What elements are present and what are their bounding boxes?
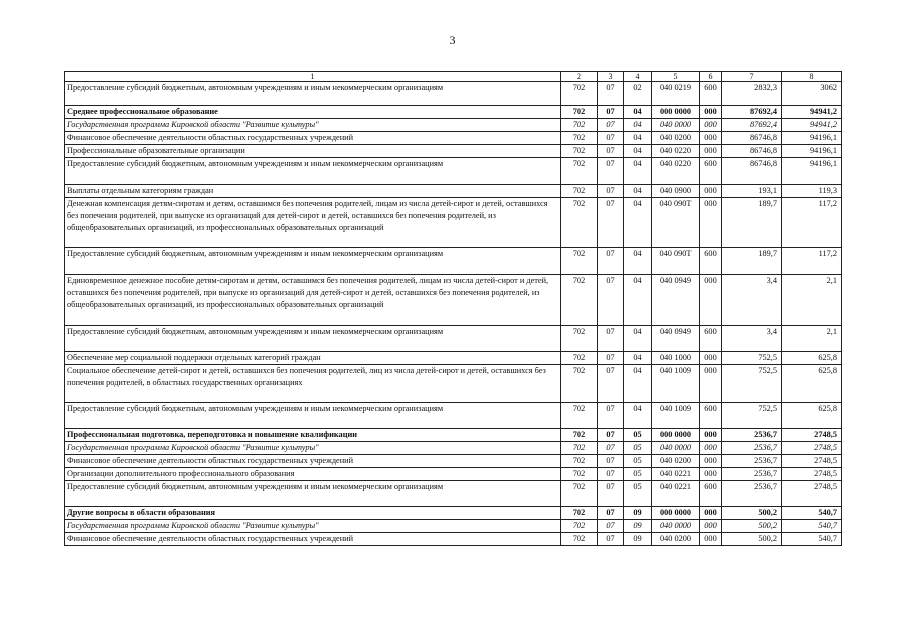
section-cell: 07 <box>598 481 624 507</box>
table-row <box>65 275 842 326</box>
subsection-cell: 04 <box>624 158 652 185</box>
amount-cell: 119,3 <box>782 185 842 198</box>
amount-cell: 117,2 <box>782 198 842 248</box>
code-cell: 702 <box>561 352 598 365</box>
row-name-cell: Среднее профессиональное образование <box>65 106 561 119</box>
row-name-cell: Профессиональная подготовка, переподготовка и повышение квалификации <box>65 429 561 442</box>
code-cell: 702 <box>561 455 598 468</box>
section-cell: 07 <box>598 326 624 352</box>
table-header-row <box>65 72 842 82</box>
code-cell: 702 <box>561 82 598 106</box>
column-header: 3 <box>598 72 624 82</box>
amount-cell: 94196,1 <box>782 145 842 158</box>
table-row <box>65 185 842 198</box>
table-row <box>65 132 842 145</box>
amount-cell: 3,4 <box>722 275 782 326</box>
amount-cell: 500,2 <box>722 520 782 533</box>
table-row <box>65 533 842 546</box>
table-row <box>65 352 842 365</box>
subsection-cell: 04 <box>624 352 652 365</box>
column-header: 4 <box>624 72 652 82</box>
row-name-cell: Финансовое обеспечение деятельности областных государственных учреждений <box>65 455 561 468</box>
table-row <box>65 481 842 507</box>
target-article-cell: 000 0000 <box>652 106 700 119</box>
row-name-cell: Предоставление субсидий бюджетным, автономным учреждениям и иным некоммерческим организациям <box>65 403 561 429</box>
code-cell: 702 <box>561 145 598 158</box>
column-header: 6 <box>700 72 722 82</box>
row-name-cell: Другие вопросы в области образования <box>65 507 561 520</box>
code-cell: 702 <box>561 481 598 507</box>
expense-type-cell: 000 <box>700 468 722 481</box>
target-article-cell: 040 0000 <box>652 442 700 455</box>
table-row <box>65 365 842 403</box>
amount-cell: 2,1 <box>782 275 842 326</box>
amount-cell: 2536,7 <box>722 442 782 455</box>
section-cell: 07 <box>598 365 624 403</box>
section-cell: 07 <box>598 198 624 248</box>
table-row <box>65 507 842 520</box>
code-cell: 702 <box>561 442 598 455</box>
subsection-cell: 04 <box>624 145 652 158</box>
amount-cell: 2536,7 <box>722 429 782 442</box>
section-cell: 07 <box>598 132 624 145</box>
section-cell: 07 <box>598 403 624 429</box>
subsection-cell: 04 <box>624 185 652 198</box>
subsection-cell: 04 <box>624 119 652 132</box>
subsection-cell: 04 <box>624 403 652 429</box>
amount-cell: 86746,8 <box>722 145 782 158</box>
target-article-cell: 000 0000 <box>652 507 700 520</box>
amount-cell: 625,8 <box>782 352 842 365</box>
target-article-cell: 040 0219 <box>652 82 700 106</box>
code-cell: 702 <box>561 198 598 248</box>
target-article-cell: 040 090Т <box>652 198 700 248</box>
table-row <box>65 248 842 275</box>
subsection-cell: 04 <box>624 132 652 145</box>
table-row <box>65 145 842 158</box>
amount-cell: 87692,4 <box>722 106 782 119</box>
amount-cell: 2748,5 <box>782 455 842 468</box>
row-name-cell: Государственная программа Кировской области "Развитие культуры" <box>65 119 561 132</box>
page-number: 3 <box>449 33 456 47</box>
target-article-cell: 040 0949 <box>652 275 700 326</box>
column-header: 2 <box>561 72 598 82</box>
column-header: 5 <box>652 72 700 82</box>
table-row <box>65 520 842 533</box>
expense-type-cell: 600 <box>700 158 722 185</box>
amount-cell: 94196,1 <box>782 158 842 185</box>
expense-type-cell: 000 <box>700 275 722 326</box>
code-cell: 702 <box>561 507 598 520</box>
row-name-cell: Предоставление субсидий бюджетным, автономным учреждениям и иным некоммерческим организациям <box>65 82 561 106</box>
row-name-cell: Предоставление субсидий бюджетным, автономным учреждениям и иным некоммерческим организациям <box>65 481 561 507</box>
row-name-cell: Социальное обеспечение детей-сирот и детей, оставшихся без попечения родителей, лиц из числа детей-сирот и детей, оставшихся без попечения родителей, в областных государственных организациях <box>65 365 561 403</box>
target-article-cell: 040 0949 <box>652 326 700 352</box>
section-cell: 07 <box>598 455 624 468</box>
amount-cell: 2536,7 <box>722 468 782 481</box>
amount-cell: 2748,5 <box>782 481 842 507</box>
subsection-cell: 05 <box>624 442 652 455</box>
section-cell: 07 <box>598 533 624 546</box>
subsection-cell: 05 <box>624 455 652 468</box>
target-article-cell: 040 0221 <box>652 468 700 481</box>
row-name-cell: Выплаты отдельным категориям граждан <box>65 185 561 198</box>
table-row <box>65 106 842 119</box>
target-article-cell: 040 0220 <box>652 145 700 158</box>
expense-type-cell: 000 <box>700 442 722 455</box>
row-name-cell: Государственная программа Кировской области "Развитие культуры" <box>65 520 561 533</box>
table-row <box>65 119 842 132</box>
amount-cell: 2536,7 <box>722 455 782 468</box>
expense-type-cell: 600 <box>700 326 722 352</box>
row-name-cell: Профессиональные образовательные организации <box>65 145 561 158</box>
amount-cell: 752,5 <box>722 403 782 429</box>
expense-type-cell: 600 <box>700 248 722 275</box>
amount-cell: 94196,1 <box>782 132 842 145</box>
row-name-cell: Предоставление субсидий бюджетным, автономным учреждениям и иным некоммерческим организациям <box>65 248 561 275</box>
target-article-cell: 040 0220 <box>652 158 700 185</box>
subsection-cell: 04 <box>624 198 652 248</box>
expense-type-cell: 000 <box>700 520 722 533</box>
table-row <box>65 403 842 429</box>
amount-cell: 193,1 <box>722 185 782 198</box>
table-body <box>65 82 842 546</box>
table-row <box>65 198 842 248</box>
target-article-cell: 040 0900 <box>652 185 700 198</box>
section-cell: 07 <box>598 82 624 106</box>
amount-cell: 500,2 <box>722 533 782 546</box>
amount-cell: 3,4 <box>722 326 782 352</box>
amount-cell: 2832,3 <box>722 82 782 106</box>
column-header: 8 <box>782 72 842 82</box>
expense-type-cell: 600 <box>700 481 722 507</box>
row-name-cell: Обеспечение мер социальной поддержки отдельных категорий граждан <box>65 352 561 365</box>
expense-type-cell: 600 <box>700 403 722 429</box>
section-cell: 07 <box>598 185 624 198</box>
code-cell: 702 <box>561 248 598 275</box>
amount-cell: 2748,5 <box>782 442 842 455</box>
amount-cell: 540,7 <box>782 520 842 533</box>
amount-cell: 625,8 <box>782 365 842 403</box>
section-cell: 07 <box>598 507 624 520</box>
amount-cell: 189,7 <box>722 198 782 248</box>
target-article-cell: 040 0000 <box>652 520 700 533</box>
subsection-cell: 04 <box>624 248 652 275</box>
row-name-cell: Финансовое обеспечение деятельности областных государственных учреждений <box>65 533 561 546</box>
amount-cell: 3062 <box>782 82 842 106</box>
target-article-cell: 000 0000 <box>652 429 700 442</box>
section-cell: 07 <box>598 158 624 185</box>
amount-cell: 752,5 <box>722 352 782 365</box>
section-cell: 07 <box>598 352 624 365</box>
section-cell: 07 <box>598 248 624 275</box>
code-cell: 702 <box>561 275 598 326</box>
expense-type-cell: 000 <box>700 455 722 468</box>
code-cell: 702 <box>561 132 598 145</box>
amount-cell: 500,2 <box>722 507 782 520</box>
expense-type-cell: 000 <box>700 119 722 132</box>
subsection-cell: 02 <box>624 82 652 106</box>
row-name-cell: Финансовое обеспечение деятельности областных государственных учреждений <box>65 132 561 145</box>
expense-type-cell: 000 <box>700 507 722 520</box>
amount-cell: 2,1 <box>782 326 842 352</box>
amount-cell: 2536,7 <box>722 481 782 507</box>
subsection-cell: 09 <box>624 507 652 520</box>
budget-table <box>64 71 842 546</box>
subsection-cell: 04 <box>624 275 652 326</box>
subsection-cell: 05 <box>624 468 652 481</box>
subsection-cell: 09 <box>624 533 652 546</box>
row-name-cell: Предоставление субсидий бюджетным, автономным учреждениям и иным некоммерческим организациям <box>65 158 561 185</box>
section-cell: 07 <box>598 429 624 442</box>
column-header: 1 <box>65 72 561 82</box>
code-cell: 702 <box>561 520 598 533</box>
row-name-cell: Предоставление субсидий бюджетным, автономным учреждениям и иным некоммерческим организациям <box>65 326 561 352</box>
target-article-cell: 040 0000 <box>652 119 700 132</box>
expense-type-cell: 000 <box>700 533 722 546</box>
section-cell: 07 <box>598 468 624 481</box>
code-cell: 702 <box>561 106 598 119</box>
code-cell: 702 <box>561 533 598 546</box>
subsection-cell: 05 <box>624 429 652 442</box>
table-row <box>65 429 842 442</box>
section-cell: 07 <box>598 520 624 533</box>
code-cell: 702 <box>561 119 598 132</box>
section-cell: 07 <box>598 442 624 455</box>
target-article-cell: 040 0200 <box>652 132 700 145</box>
section-cell: 07 <box>598 106 624 119</box>
target-article-cell: 040 1009 <box>652 365 700 403</box>
table-row <box>65 326 842 352</box>
code-cell: 702 <box>561 185 598 198</box>
target-article-cell: 040 1000 <box>652 352 700 365</box>
expense-type-cell: 000 <box>700 352 722 365</box>
amount-cell: 94941,2 <box>782 119 842 132</box>
subsection-cell: 04 <box>624 365 652 403</box>
code-cell: 702 <box>561 429 598 442</box>
expense-type-cell: 600 <box>700 82 722 106</box>
amount-cell: 94941,2 <box>782 106 842 119</box>
row-name-cell: Организации дополнительного профессионального образования <box>65 468 561 481</box>
target-article-cell: 040 090Т <box>652 248 700 275</box>
target-article-cell: 040 0200 <box>652 533 700 546</box>
code-cell: 702 <box>561 326 598 352</box>
subsection-cell: 05 <box>624 481 652 507</box>
subsection-cell: 09 <box>624 520 652 533</box>
subsection-cell: 04 <box>624 326 652 352</box>
row-name-cell: Единовременное денежное пособие детям-сиротам и детям, оставшимся без попечения родителей, лицам из числа детей-сирот и детей, оставшихся без попечения родителей, при выпуске из организаций для детей-сирот и детей, оставшихся без попечения родителей, из общеобразовательных организаций, из профессиональных образовательных организаций <box>65 275 561 326</box>
expense-type-cell: 000 <box>700 185 722 198</box>
table-row <box>65 455 842 468</box>
amount-cell: 752,5 <box>722 365 782 403</box>
section-cell: 07 <box>598 145 624 158</box>
amount-cell: 117,2 <box>782 248 842 275</box>
table-row <box>65 468 842 481</box>
expense-type-cell: 000 <box>700 145 722 158</box>
column-header: 7 <box>722 72 782 82</box>
expense-type-cell: 000 <box>700 132 722 145</box>
code-cell: 702 <box>561 403 598 429</box>
subsection-cell: 04 <box>624 106 652 119</box>
amount-cell: 86746,8 <box>722 132 782 145</box>
amount-cell: 87692,4 <box>722 119 782 132</box>
expense-type-cell: 000 <box>700 198 722 248</box>
code-cell: 702 <box>561 468 598 481</box>
amount-cell: 2748,5 <box>782 429 842 442</box>
expense-type-cell: 000 <box>700 429 722 442</box>
section-cell: 07 <box>598 119 624 132</box>
code-cell: 702 <box>561 158 598 185</box>
code-cell: 702 <box>561 365 598 403</box>
amount-cell: 189,7 <box>722 248 782 275</box>
expense-type-cell: 000 <box>700 106 722 119</box>
table-row <box>65 82 842 106</box>
table-row <box>65 442 842 455</box>
expense-type-cell: 000 <box>700 365 722 403</box>
amount-cell: 540,7 <box>782 533 842 546</box>
amount-cell: 86746,8 <box>722 158 782 185</box>
section-cell: 07 <box>598 275 624 326</box>
amount-cell: 2748,5 <box>782 468 842 481</box>
target-article-cell: 040 0200 <box>652 455 700 468</box>
target-article-cell: 040 1009 <box>652 403 700 429</box>
table-row <box>65 158 842 185</box>
amount-cell: 625,8 <box>782 403 842 429</box>
amount-cell: 540,7 <box>782 507 842 520</box>
row-name-cell: Государственная программа Кировской области "Развитие культуры" <box>65 442 561 455</box>
row-name-cell: Денежная компенсация детям-сиротам и детям, оставшимся без попечения родителей, лицам из числа детей-сирот и детей, оставшихся без попечения родителей, при выпуске из организаций для детей-сирот и детей, оставшихся без попечения родителей, из общеобразовательных организаций, из профессиональных образовательных организаций <box>65 198 561 248</box>
target-article-cell: 040 0221 <box>652 481 700 507</box>
